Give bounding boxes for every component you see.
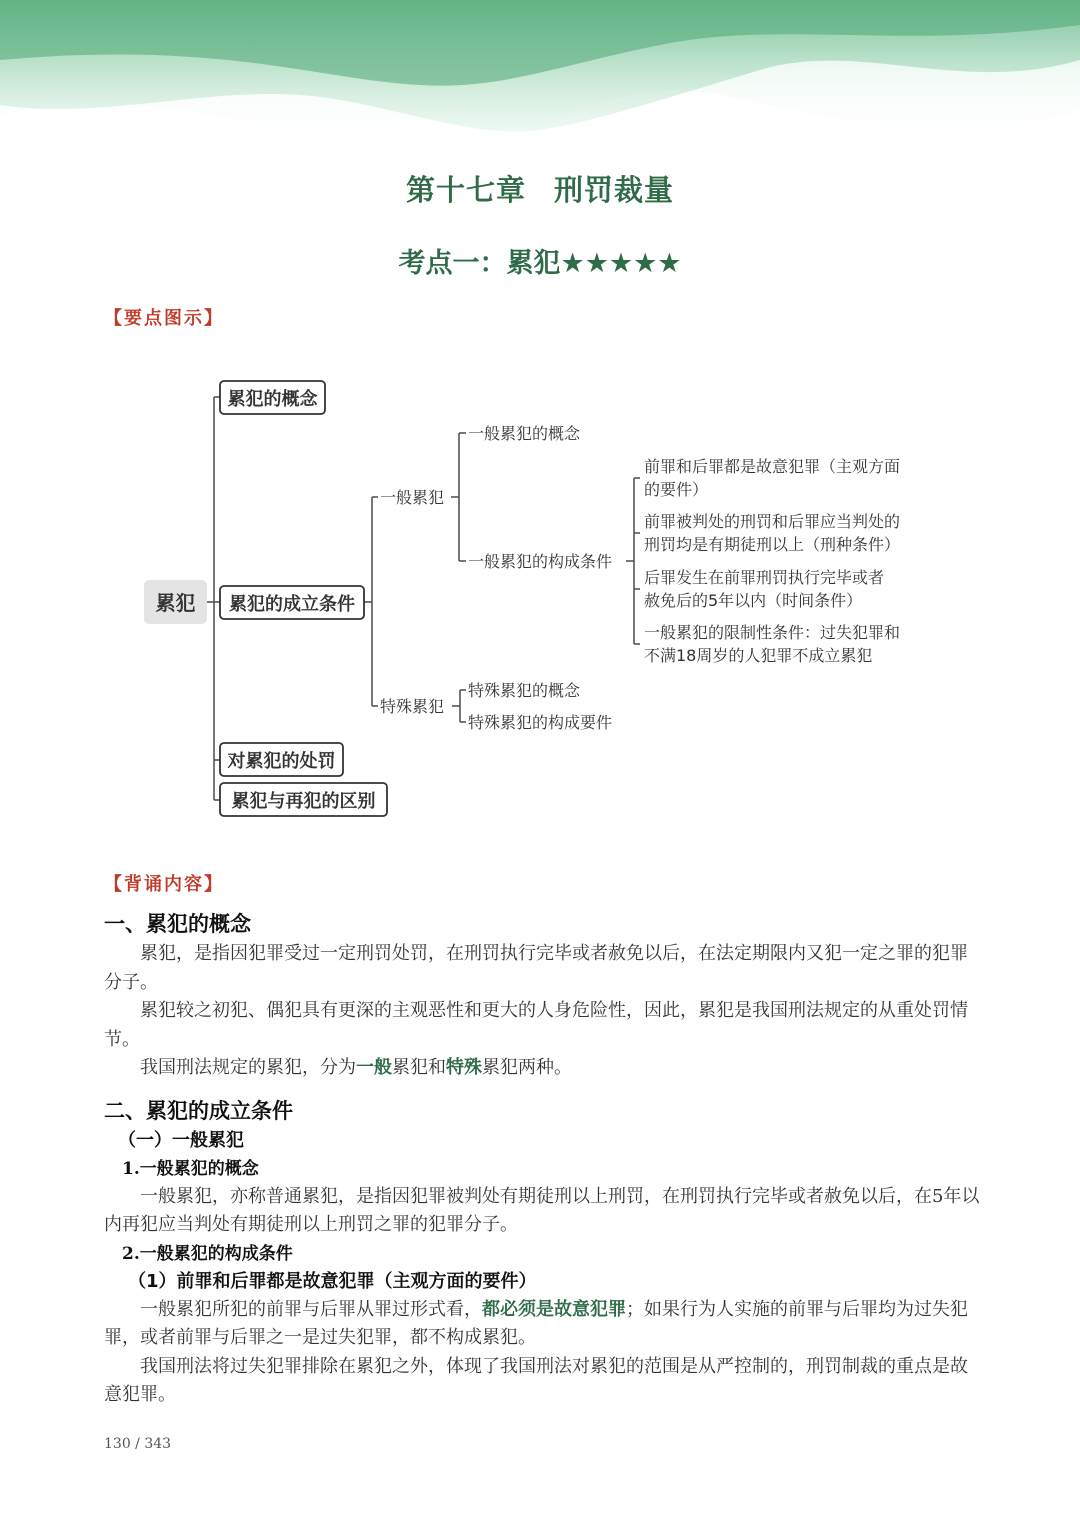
mindmap-cond-4-line1: 一般累犯的限制性条件：过失犯罪和	[644, 623, 901, 642]
text-span: 我国刑法规定的累犯，分为	[140, 1057, 356, 1078]
highlight-intentional: 都必须是故意犯罪	[482, 1298, 626, 1320]
mindmap-difference: 累犯与再犯的区别	[231, 791, 376, 812]
recite-content	[104, 908, 980, 1410]
section-2-h-2-1: （1）前罪和后罪都是故意犯罪（主观方面的要件）	[128, 1270, 537, 1292]
recite-tag: 【背诵内容】	[104, 874, 224, 895]
mindmap-cond-4-line2: 不满18周岁的人犯罪不成立累犯	[644, 646, 873, 665]
mindmap-special: 特殊累犯	[380, 697, 445, 716]
section-2-h-2: 2.一般累犯的构成条件	[122, 1243, 293, 1264]
mindmap-cond-2-line2: 刑罚均是有期徒刑以上（刑种条件）	[644, 535, 901, 554]
mindmap-root: 累犯	[155, 591, 196, 615]
top-wave-banner	[0, 0, 1080, 165]
diagram-tag: 【要点图示】	[104, 308, 224, 329]
text-span: 累犯和	[392, 1057, 446, 1078]
mindmap-special-concept: 特殊累犯的概念	[468, 681, 581, 700]
page-number: 130 / 343	[104, 1436, 172, 1452]
mindmap-cond-1-line2: 的要件）	[644, 480, 709, 499]
mindmap-cond-2-line1: 前罪被判处的刑罚和后罪应当判处的	[644, 512, 901, 531]
text-span: 累犯两种。	[482, 1057, 572, 1078]
mindmap-general-conditions: 一般累犯的构成条件	[468, 552, 613, 571]
chapter-title	[0, 168, 1080, 209]
mindmap-concept: 累犯的概念	[227, 389, 318, 410]
section-1-para-1: 累犯，是指因犯罪受过一定刑罚处罚，在刑罚执行完毕或者赦免以后，在法定期限内又犯一定之罪的犯罪分子。	[104, 943, 968, 993]
mindmap-punishment: 对累犯的处罚	[227, 751, 336, 772]
section-2-para-3: 我国刑法将过失犯罪排除在累犯之外，体现了我国刑法对累犯的范围是从严控制的，刑罚制裁的重点是故意犯罪。	[104, 1355, 968, 1405]
section-2-para-2	[104, 1296, 980, 1353]
text-span: 一般累犯所犯的前罪与后罪从罪过形式看，	[140, 1298, 482, 1320]
section-2-title: 二、累犯的成立条件	[104, 1098, 293, 1123]
mindmap-conditions: 累犯的成立条件	[229, 594, 355, 615]
section-2-para-1: 一般累犯，亦称普通累犯，是指因犯罪被判处有期徒刑以上刑罚，在刑罚执行完毕或者赦免以后，在5年以内再犯应当判处有期徒刑以上刑罚之罪的犯罪分子。	[104, 1185, 980, 1235]
highlight-general: 一般	[356, 1057, 392, 1078]
exam-point-title: 考点一：累犯★★★★★	[398, 248, 682, 279]
mindmap-cond-1-line1: 前罪和后罪都是故意犯罪（主观方面	[644, 457, 901, 476]
highlight-special: 特殊	[446, 1057, 482, 1078]
section-2-h-1: 1.一般累犯的概念	[122, 1158, 259, 1179]
mindmap-cond-3-line1: 后罪发生在前罪刑罚执行完毕或者	[644, 568, 885, 587]
section-1-para-3	[104, 1054, 980, 1083]
section-2-sub-1: （一）一般累犯	[118, 1129, 244, 1151]
mindmap-general-concept: 一般累犯的概念	[468, 424, 581, 443]
section-1-para-2: 累犯较之初犯、偶犯具有更深的主观恶性和更大的人身危险性，因此，累犯是我国刑法规定的从重处罚情节。	[104, 1000, 968, 1050]
text-span: ；如果行为人实施的前罪与后罪均为过失犯罪，或者前罪与后罪之一是过失犯罪，都不构成累犯。	[104, 1298, 968, 1348]
mindmap-general: 一般累犯	[380, 488, 445, 507]
section-1-title: 一、累犯的概念	[104, 912, 251, 936]
mindmap-special-elements: 特殊累犯的构成要件	[468, 713, 613, 732]
mindmap-diagram	[0, 360, 1080, 830]
mindmap-cond-3-line2: 赦免后的5年以内（时间条件）	[644, 591, 863, 610]
chapter-number: 第十七章	[405, 173, 526, 207]
chapter-name: 刑罚裁量	[554, 173, 675, 207]
